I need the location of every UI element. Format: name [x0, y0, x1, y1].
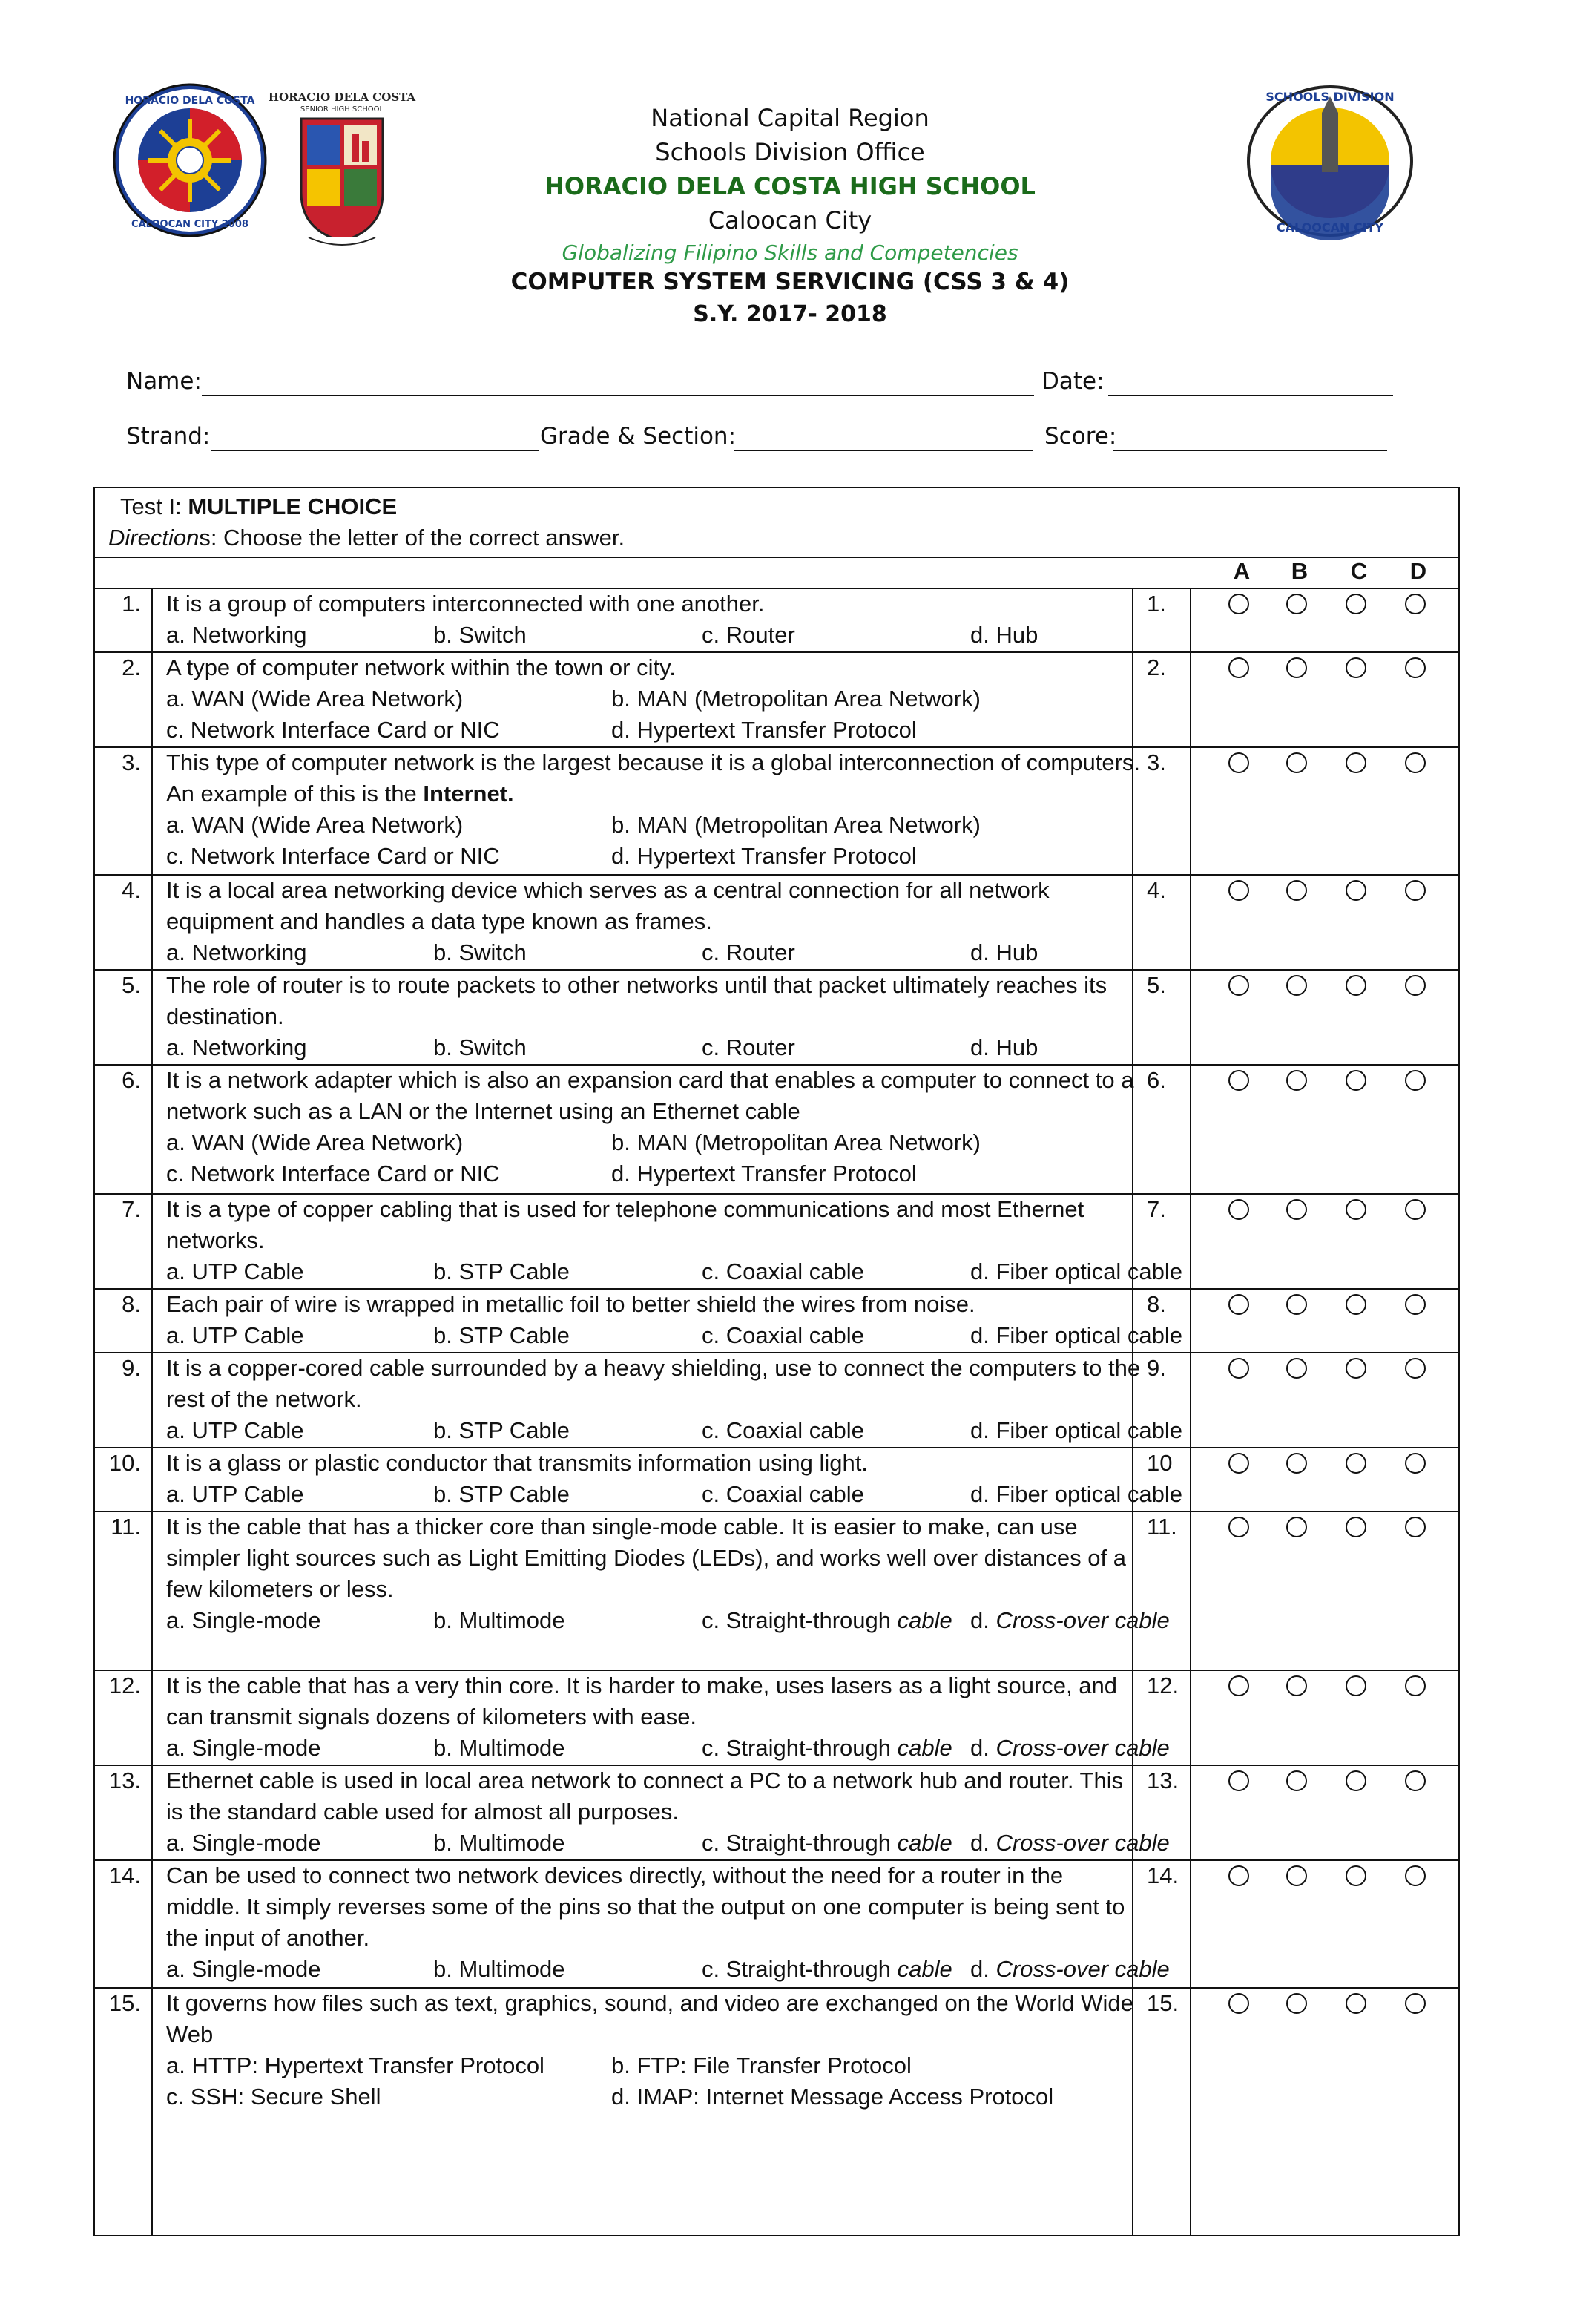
answer-key-number: 5. [1147, 972, 1166, 998]
answer-option: d. Fiber optical cable [970, 1417, 1183, 1443]
answer-bubble-c[interactable] [1346, 594, 1366, 614]
answer-option: d. IMAP: Internet Message Access Protocol [611, 2084, 1054, 2110]
answer-key-number: 15. [1147, 1990, 1179, 2016]
question-text: It is a copper-cored cable surrounded by a heavy shielding, use to connect the computers to the [166, 1355, 1141, 1381]
answer-bubble-b[interactable] [1286, 594, 1307, 614]
question-number: 11. [111, 1514, 141, 1540]
answer-option: d. Cross-over cable [970, 1735, 1170, 1761]
answer-option: d. Hypertext Transfer Protocol [611, 717, 917, 743]
answer-bubble-d[interactable] [1405, 1294, 1426, 1315]
date-label: Date: [1041, 368, 1105, 395]
answer-option: c. Router [702, 1034, 795, 1060]
question-text: Ethernet cable is used in local area network to connect a PC to a network hub and router. This [166, 1767, 1124, 1793]
column-d-header: D [1409, 558, 1427, 584]
answer-option: c. Router [702, 622, 795, 648]
svg-text:CALOOCAN CITY: CALOOCAN CITY [1276, 220, 1384, 234]
answer-bubble-b[interactable] [1286, 1358, 1307, 1379]
question-text: Can be used to connect two network devices directly, without the need for a router in the [166, 1862, 1064, 1888]
answer-bubble-c[interactable] [1346, 1358, 1366, 1379]
answer-bubble-b[interactable] [1286, 975, 1307, 996]
answer-bubble-a[interactable] [1228, 1993, 1249, 2014]
question-number: 5. [122, 972, 141, 998]
answer-option: a. Networking [166, 622, 307, 648]
question-text: middle. It simply reverses some of the pins so that the output on one computer is being sent to [166, 1894, 1125, 1920]
answer-option: c. Coaxial cable [702, 1322, 864, 1348]
question-text: It is a group of computers interconnected with one another. [166, 591, 765, 617]
answer-option: a. Single-mode [166, 1830, 321, 1856]
question-number: 14. [108, 1862, 141, 1888]
answer-option: a. UTP Cable [166, 1417, 304, 1443]
answer-bubble-c[interactable] [1346, 880, 1366, 901]
answer-bubble-a[interactable] [1228, 1517, 1249, 1537]
answer-option: a. Single-mode [166, 1956, 321, 1982]
number-column-divider [151, 588, 153, 2236]
answer-option: d. Hub [970, 622, 1038, 648]
school-motto: Globalizing Filipino Skills and Competencies [562, 240, 1018, 265]
answer-option: b. STP Cable [433, 1258, 570, 1284]
answer-key-number: 6. [1147, 1067, 1166, 1093]
answer-option: b. STP Cable [433, 1322, 570, 1348]
question-text: It is a type of copper cabling that is used for telephone communications and most Ethernet [166, 1196, 1084, 1222]
answer-key-number: 4. [1147, 877, 1166, 903]
answer-option: c. Straight-through cable [702, 1830, 952, 1856]
answer-bubble-c[interactable] [1346, 752, 1366, 773]
question-text: is the standard cable used for almost all purposes. [166, 1799, 679, 1825]
column-c-header: C [1350, 558, 1368, 584]
grade-section-label: Grade & Section: [540, 423, 737, 450]
answer-bubble-d[interactable] [1405, 1453, 1426, 1474]
svg-text:SCHOOLS DIVISION: SCHOOLS DIVISION [1265, 90, 1395, 104]
answer-bubble-c[interactable] [1346, 1993, 1366, 2014]
question-number: 13. [108, 1767, 141, 1793]
answer-bubble-a[interactable] [1228, 1865, 1249, 1886]
key-column-divider [1190, 588, 1191, 2236]
answer-option: a. WAN (Wide Area Network) [166, 1129, 464, 1155]
answer-option: b. Multimode [433, 1607, 565, 1633]
answer-option: d. Fiber optical cable [970, 1322, 1183, 1348]
answer-bubble-c[interactable] [1346, 1517, 1366, 1537]
answer-key-number: 14. [1147, 1862, 1179, 1888]
answer-bubble-b[interactable] [1286, 1199, 1307, 1220]
question-number: 3. [122, 749, 141, 775]
answer-key-number: 8. [1147, 1291, 1166, 1317]
answer-option: d. Hypertext Transfer Protocol [611, 843, 917, 869]
answer-bubble-b[interactable] [1286, 1294, 1307, 1315]
question-number: 10. [108, 1450, 141, 1476]
answer-option: b. Multimode [433, 1735, 565, 1761]
answer-option: a. UTP Cable [166, 1258, 304, 1284]
answer-bubble-a[interactable] [1228, 657, 1249, 678]
answer-bubble-b[interactable] [1286, 1865, 1307, 1886]
question-text: A type of computer network within the town or city. [166, 654, 676, 680]
answer-option: c. Network Interface Card or NIC [166, 1161, 500, 1186]
question-number: 7. [122, 1196, 141, 1222]
question-text: equipment and handles a data type known as frames. [166, 908, 712, 934]
question-number: 4. [122, 877, 141, 903]
answer-option: c. SSH: Secure Shell [166, 2084, 381, 2110]
question-text: An example of this is the Internet. [166, 781, 514, 807]
question-number: 8. [122, 1291, 141, 1317]
answer-bubble-c[interactable] [1346, 1675, 1366, 1696]
question-text: The role of router is to route packets to other networks until that packet ultimately reaches its [166, 972, 1107, 998]
question-text: Each pair of wire is wrapped in metallic foil to better shield the wires from noise. [166, 1291, 975, 1317]
answer-option: b. Switch [433, 1034, 527, 1060]
answer-bubble-d[interactable] [1405, 1675, 1426, 1696]
answer-option: d. Cross-over cable [970, 1830, 1170, 1856]
answer-bubble-d[interactable] [1405, 1517, 1426, 1537]
question-number: 1. [122, 591, 141, 617]
answer-option: c. Network Interface Card or NIC [166, 843, 500, 869]
answer-key-number: 2. [1147, 654, 1166, 680]
answer-option: d. Hub [970, 1034, 1038, 1060]
answer-bubble-b[interactable] [1286, 1517, 1307, 1537]
answer-option: b. MAN (Metropolitan Area Network) [611, 812, 981, 838]
answer-option: b. Switch [433, 622, 527, 648]
answer-key-number: 12. [1147, 1673, 1179, 1698]
answer-bubble-a[interactable] [1228, 1199, 1249, 1220]
answer-option: d. Cross-over cable [970, 1956, 1170, 1982]
svg-text:HORACIO DELA COSTA: HORACIO DELA COSTA [125, 95, 255, 107]
name-label: Name: [126, 368, 202, 395]
answer-bubble-a[interactable] [1228, 1770, 1249, 1791]
answer-bubble-a[interactable] [1228, 1453, 1249, 1474]
question-text: few kilometers or less. [166, 1576, 394, 1602]
answer-bubble-b[interactable] [1286, 752, 1307, 773]
question-number: 15. [108, 1990, 141, 2016]
subject-title: COMPUTER SYSTEM SERVICING (CSS 3 & 4) [510, 269, 1070, 295]
answer-bubble-a[interactable] [1228, 1358, 1249, 1379]
answer-option: a. Single-mode [166, 1607, 321, 1633]
answer-bubble-b[interactable] [1286, 1770, 1307, 1791]
answer-bubble-c[interactable] [1346, 1199, 1366, 1220]
column-b-header: B [1291, 558, 1309, 584]
answer-bubble-d[interactable] [1405, 1865, 1426, 1886]
answer-bubble-a[interactable] [1228, 975, 1249, 996]
question-text: network such as a LAN or the Internet using an Ethernet cable [166, 1098, 800, 1124]
question-text: networks. [166, 1227, 265, 1253]
city-line: Caloocan City [708, 206, 872, 234]
answer-option: c. Straight-through cable [702, 1956, 952, 1982]
svg-text:HORACIO DELA COSTA: HORACIO DELA COSTA [268, 91, 416, 104]
answer-option: d. Hypertext Transfer Protocol [611, 1161, 917, 1186]
answer-bubble-b[interactable] [1286, 657, 1307, 678]
answer-key-number: 1. [1147, 591, 1166, 617]
school-year: S.Y. 2017- 2018 [693, 301, 887, 327]
answer-bubble-a[interactable] [1228, 880, 1249, 901]
answer-bubble-c[interactable] [1346, 1770, 1366, 1791]
question-number: 12. [108, 1673, 141, 1698]
answer-bubble-d[interactable] [1405, 752, 1426, 773]
answer-option: d. Hub [970, 939, 1038, 965]
answer-option: c. Straight-through cable [702, 1735, 952, 1761]
answer-option: c. Router [702, 939, 795, 965]
answer-option: a. UTP Cable [166, 1481, 304, 1507]
question-text: It is the cable that has a very thin core. It is harder to make, uses lasers as a light source, and [166, 1673, 1117, 1698]
answer-bubble-d[interactable] [1405, 1358, 1426, 1379]
answer-option: a. Networking [166, 1034, 307, 1060]
answer-option: a. WAN (Wide Area Network) [166, 812, 464, 838]
question-text: This type of computer network is the largest because it is a global interconnection of computers. [166, 749, 1141, 775]
answer-option: a. Single-mode [166, 1735, 321, 1761]
score-label: Score: [1044, 423, 1117, 450]
answer-bubble-d[interactable] [1405, 1993, 1426, 2014]
answer-key-number: 13. [1147, 1767, 1179, 1793]
answer-option: c. Coaxial cable [702, 1417, 864, 1443]
strand-label: Strand: [126, 423, 211, 450]
column-a-header: A [1233, 558, 1251, 584]
question-text: It governs how files such as text, graphics, sound, and video are exchanged on the World Wide [166, 1990, 1133, 2016]
answer-option: b. STP Cable [433, 1481, 570, 1507]
question-number: 2. [122, 654, 141, 680]
answer-option: a. HTTP: Hypertext Transfer Protocol [166, 2052, 544, 2078]
question-text: It is the cable that has a thicker core than single-mode cable. It is easier to make, can use [166, 1514, 1078, 1540]
grade-section-blank[interactable] [734, 450, 1033, 451]
svg-text:SENIOR HIGH SCHOOL: SENIOR HIGH SCHOOL [300, 105, 384, 114]
answer-bubble-d[interactable] [1405, 594, 1426, 614]
answer-option: a. UTP Cable [166, 1322, 304, 1348]
answer-bubble-a[interactable] [1228, 1070, 1249, 1091]
answer-option: b. FTP: File Transfer Protocol [611, 2052, 912, 2078]
answer-bubble-c[interactable] [1346, 1294, 1366, 1315]
answer-bubble-d[interactable] [1405, 1770, 1426, 1791]
answer-option: b. STP Cable [433, 1417, 570, 1443]
svg-text:CALOOCAN CITY 2008: CALOOCAN CITY 2008 [131, 219, 248, 230]
school-name: HORACIO DELA COSTA HIGH SCHOOL [544, 172, 1036, 200]
answer-key-number: 7. [1147, 1196, 1166, 1222]
answer-option: a. Networking [166, 939, 307, 965]
question-text: Web [166, 2021, 214, 2047]
question-text: destination. [166, 1003, 284, 1029]
test-directions: Directions: Choose the letter of the correct answer. [108, 525, 625, 551]
answer-bubble-b[interactable] [1286, 1993, 1307, 2014]
answer-bubble-b[interactable] [1286, 1453, 1307, 1474]
answer-bubble-c[interactable] [1346, 1453, 1366, 1474]
answer-key-number: 9. [1147, 1355, 1166, 1381]
answer-option: b. MAN (Metropolitan Area Network) [611, 686, 981, 712]
answer-bubble-d[interactable] [1405, 1199, 1426, 1220]
answer-option: d. Fiber optical cable [970, 1258, 1183, 1284]
date-blank[interactable] [1108, 395, 1393, 396]
question-text: the input of another. [166, 1925, 370, 1951]
question-text: simpler light sources such as Light Emitting Diodes (LEDs), and works well over distances of a [166, 1545, 1126, 1571]
answer-key-number: 3. [1147, 749, 1166, 775]
answer-option: b. Multimode [433, 1830, 565, 1856]
test-heading: Test I: MULTIPLE CHOICE [120, 493, 398, 519]
answer-bubble-b[interactable] [1286, 880, 1307, 901]
question-number: 6. [122, 1067, 141, 1093]
answer-bubble-c[interactable] [1346, 657, 1366, 678]
question-text: can transmit signals dozens of kilometers with ease. [166, 1704, 697, 1730]
answer-bubble-d[interactable] [1405, 975, 1426, 996]
answer-option: b. MAN (Metropolitan Area Network) [611, 1129, 981, 1155]
answer-bubble-a[interactable] [1228, 594, 1249, 614]
answer-bubble-a[interactable] [1228, 1294, 1249, 1315]
answer-key-number: 10 [1147, 1450, 1173, 1476]
answer-bubble-c[interactable] [1346, 1070, 1366, 1091]
answer-bubble-b[interactable] [1286, 1070, 1307, 1091]
question-text: It is a network adapter which is also an expansion card that enables a computer to connect to a [166, 1067, 1134, 1093]
answer-option: c. Coaxial cable [702, 1258, 864, 1284]
answer-option: d. Fiber optical cable [970, 1481, 1183, 1507]
strand-blank[interactable] [211, 450, 539, 451]
question-text: It is a glass or plastic conductor that transmits information using light. [166, 1450, 868, 1476]
question-text: rest of the network. [166, 1386, 362, 1412]
answer-option: c. Network Interface Card or NIC [166, 717, 500, 743]
answer-bubble-a[interactable] [1228, 1675, 1249, 1696]
question-text: It is a local area networking device which serves as a central connection for all network [166, 877, 1050, 903]
answer-option: b. Switch [433, 939, 527, 965]
answer-bubble-c[interactable] [1346, 975, 1366, 996]
answer-option: b. Multimode [433, 1956, 565, 1982]
test-table [93, 487, 1460, 2236]
office-line: Schools Division Office [655, 138, 925, 166]
answer-option: a. WAN (Wide Area Network) [166, 686, 464, 712]
name-blank[interactable] [202, 395, 1034, 396]
score-blank[interactable] [1113, 450, 1387, 451]
answer-bubble-c[interactable] [1346, 1865, 1366, 1886]
answer-option: c. Coaxial cable [702, 1481, 864, 1507]
answer-bubble-b[interactable] [1286, 1675, 1307, 1696]
region-line: National Capital Region [651, 104, 929, 132]
answer-bubble-d[interactable] [1405, 657, 1426, 678]
answer-bubble-a[interactable] [1228, 752, 1249, 773]
answer-bubble-d[interactable] [1405, 1070, 1426, 1091]
question-number: 9. [122, 1355, 141, 1381]
answer-option: d. Cross-over cable [970, 1607, 1170, 1633]
answer-bubble-d[interactable] [1405, 880, 1426, 901]
answer-option: c. Straight-through cable [702, 1607, 952, 1633]
answer-key-number: 11. [1147, 1514, 1177, 1540]
